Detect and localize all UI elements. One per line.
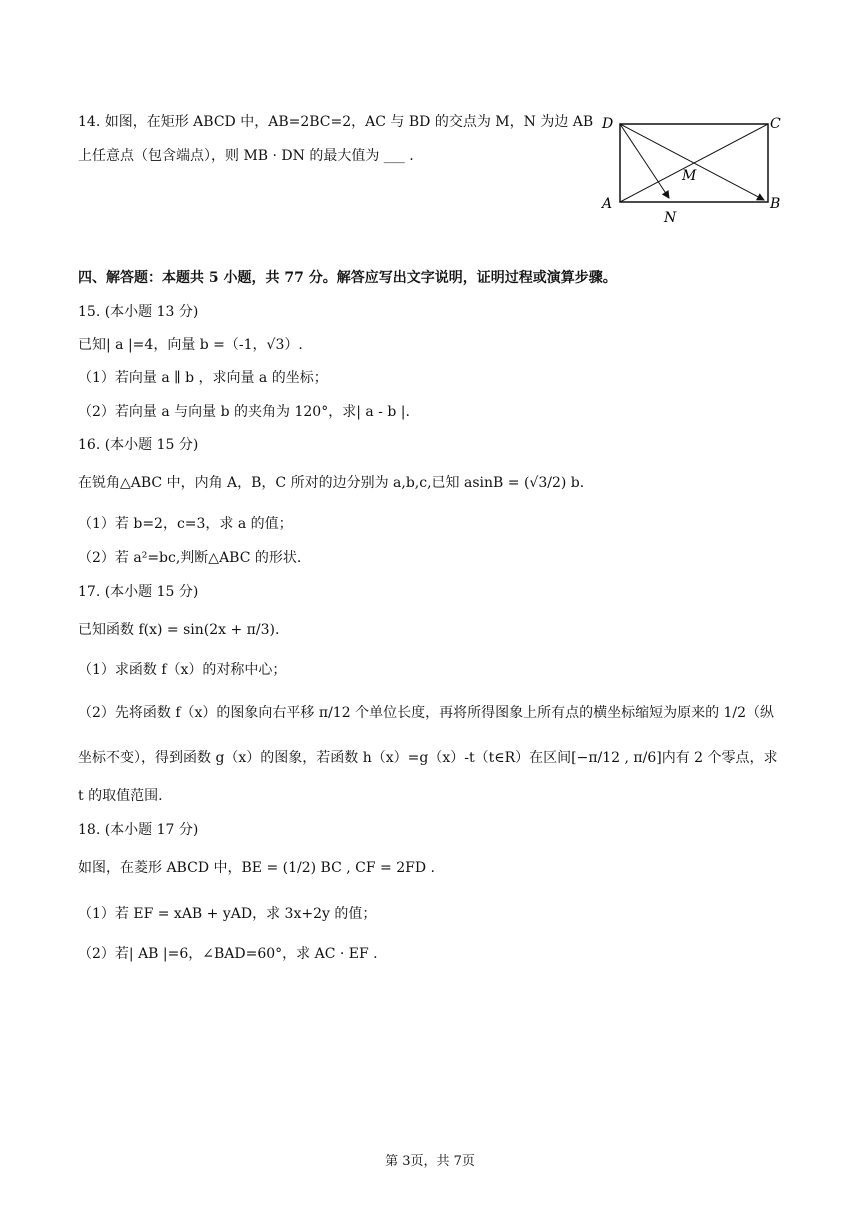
vector-db xyxy=(620,124,764,200)
label-d: D xyxy=(602,116,614,132)
q15-stem: 已知| a |=4，向量 b =（-1，√3）. xyxy=(78,337,303,353)
q18-header: 18. (本小题 17 分) xyxy=(78,822,199,838)
rectangle-figure xyxy=(598,110,788,228)
q17-part2-line1: （2）先将函数 f（x）的图象向右平移 π/12 个单位长度，再将所得图象上所有点的横坐标缩短为原来的 1/2（纵 xyxy=(78,705,775,721)
rectangle-figure-svg xyxy=(598,110,788,228)
q15-header: 15. (本小题 13 分) xyxy=(78,304,199,320)
vector-dn xyxy=(620,124,669,198)
q17-header: 17. (本小题 15 分) xyxy=(78,584,199,600)
q18-part2: （2）若| AB |=6，∠BAD=60°，求 AC · EF . xyxy=(78,946,378,962)
q17-stem: 已知函数 f(x) = sin(2x + π/3). xyxy=(78,622,280,638)
label-a: A xyxy=(602,196,613,212)
label-c: C xyxy=(770,116,781,132)
q17-part2-line2: 坐标不变），得到函数 g（x）的图象，若函数 h（x）=g（x）-t（t∈R）在区间[−π/12 , π/6]内有 2 个零点，求 xyxy=(78,750,778,766)
q15-part1: （1）若向量 a ∥ b ，求向量 a 的坐标； xyxy=(78,370,328,386)
q18-part1: （1）若 EF = xAB + yAD，求 3x+2y 的值； xyxy=(78,906,377,922)
section-heading: 四、解答题：本题共 5 小题，共 77 分。解答应写出文字说明，证明过程或演算步骤。 xyxy=(78,270,617,286)
label-m: M xyxy=(682,168,697,184)
q15-part2: （2）若向量 a 与向量 b 的夹角为 120°，求| a - b |. xyxy=(78,404,410,420)
q16-header: 16. (本小题 15 分) xyxy=(78,437,199,453)
q16-stem: 在锐角△ABC 中，内角 A，B，C 所对的边分别为 a,b,c,已知 asinB = (√3/2) b. xyxy=(78,475,585,491)
q17-part2-line3: t 的取值范围. xyxy=(78,788,163,804)
label-n: N xyxy=(664,210,677,226)
page-footer: 第 3页，共 7页 xyxy=(385,1154,475,1169)
label-b: B xyxy=(770,196,781,212)
q18-stem: 如图，在菱形 ABCD 中，BE = (1/2) BC , CF = 2FD . xyxy=(78,860,435,876)
q16-part2: （2）若 a²=bc,判断△ABC 的形状. xyxy=(78,550,302,566)
q14-line1: 14. 如图，在矩形 ABCD 中，AB=2BC=2，AC 与 BD 的交点为 M，N 为边 AB xyxy=(78,114,594,130)
q16-part1: （1）若 b=2，c=3，求 a 的值； xyxy=(78,516,293,532)
q17-part1: （1）求函数 f（x）的对称中心； xyxy=(78,662,287,678)
q14-line2: 上任意点（包含端点），则 MB · DN 的最大值为 ___ . xyxy=(78,148,414,164)
